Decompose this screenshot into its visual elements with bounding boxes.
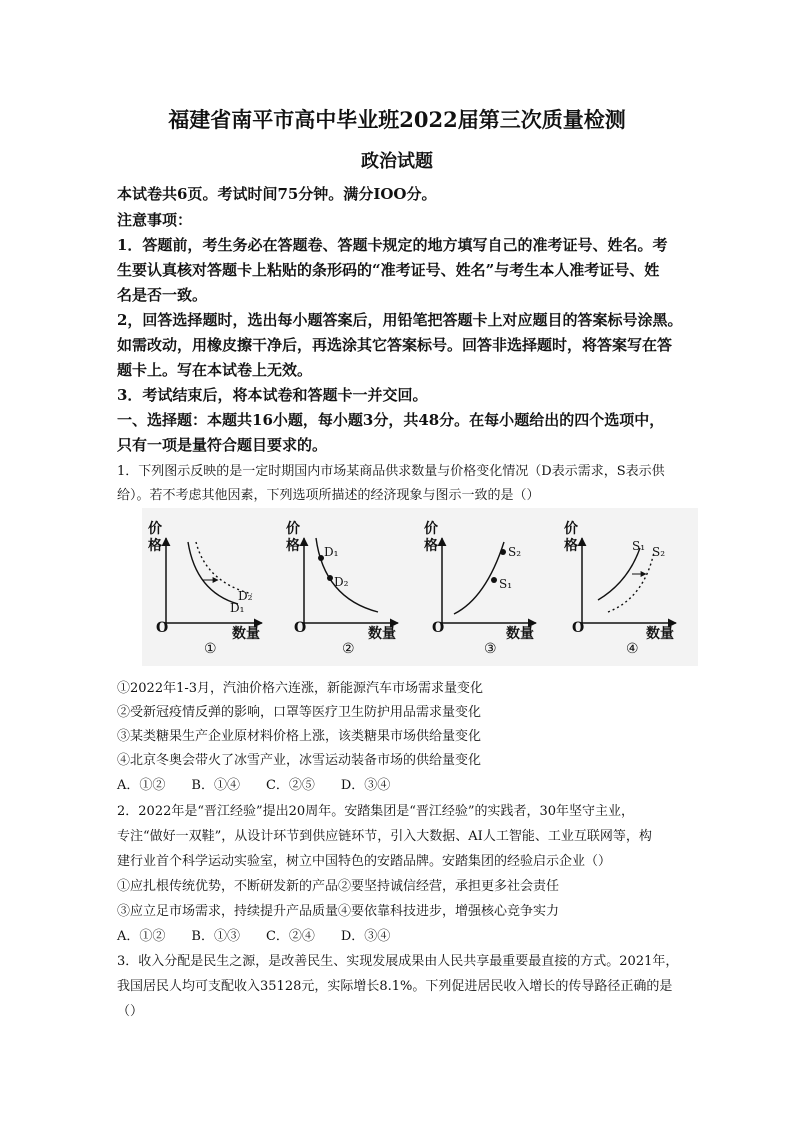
q1-option-2: ②受新冠疫情反弹的影响，口罩等医疗卫生防护用品需求量变化 — [117, 705, 482, 720]
graph-3-origin: O — [432, 620, 445, 636]
graph-4-curve-label-1: S₁ — [632, 539, 646, 553]
graph-3-ylabel-bottom: 格 — [424, 538, 438, 554]
notice-2-line-3: 题卡上。写在本试卷上无效。 — [117, 361, 313, 379]
section-heading-line-1: 一、选择题：本题共16小题，每小题3分，共48分。在每小题给出的四个选项中， — [117, 411, 665, 429]
graph-3-point-label-2: S₁ — [499, 577, 513, 591]
graph-4-curve-label-2: S₂ — [652, 545, 666, 559]
q1-choices: A．①② B．①④ C．②⑤ D．③④ — [117, 778, 391, 793]
q1-graphs-figure — [142, 508, 698, 666]
q1-option-1: ①2022年1-3月，汽油价格六连涨，新能源汽车市场需求量变化 — [117, 681, 484, 696]
q1-option-3: ③某类糖果生产企业原材料价格上涨，该类糖果市场供给量变化 — [117, 729, 482, 744]
graph-2 — [286, 520, 398, 657]
q3-stem-line-2: 我国居民人均可支配收入35128元，实际增长8.1%。下列促进居民收入增长的传导路径正确的是 — [117, 979, 673, 994]
exam-title: 福建省南平市高中毕业班2022届第三次质量检测 — [168, 107, 626, 132]
graph-2-ylabel-top: 价 — [286, 521, 300, 537]
graph-1-ylabel-bottom: 格 — [148, 538, 162, 554]
exam-subtitle: 政治试题 — [361, 151, 433, 172]
q2-options-line-2: ③应立足市场需求，持续提升产品质量④要依靠科技进步，增强核心竞争实力 — [117, 904, 560, 919]
q1-stem-line-2: 给）。若不考虑其他因素，下列选项所描述的经济现象与图示一致的是（） — [117, 488, 540, 503]
notice-2-line-1: 2，回答选择题时，选出每小题答案后，用铅笔把答题卡上对应题目的答案标号涂黑。 — [117, 311, 683, 329]
graph-2-xlabel: 数量 — [368, 626, 396, 642]
graph-1 — [148, 520, 262, 657]
exam-info: 本试卷共6页。考试时间75分钟。满分IOO分。 — [117, 185, 437, 203]
graph-2-ylabel-bottom: 格 — [286, 538, 300, 554]
graph-4 — [564, 520, 676, 657]
graph-2-point-label-2: D₂ — [334, 575, 349, 589]
graph-1-number: ① — [204, 641, 217, 657]
graph-1-xlabel: 数量 — [232, 626, 260, 642]
graph-2-point-label-1: D₁ — [324, 545, 339, 559]
q2-options-line-1: ①应扎根传统优势，不断研发新的产品②要坚持诚信经营，承担更多社会责任 — [117, 879, 560, 894]
notice-1-line-2: 生要认真核对答题卡上粘贴的条形码的“准考证号、姓名”与考生本人准考证号、姓 — [117, 261, 660, 279]
q3-stem-line-1: 3．收入分配是民生之源，是改善民生、实现发展成果由人民共享最重要最直接的方式。2021年， — [117, 954, 679, 969]
notice-1-line-1: 1．答题前，考生务必在答题卷、答题卡规定的地方填写自己的准考证号、姓名。考 — [117, 236, 668, 254]
q2-stem-line-3: 建行业首个科学运动实验室，树立中国特色的安踏品牌。安踏集团的经验启示企业（） — [117, 854, 612, 869]
graph-4-ylabel-top: 价 — [564, 521, 578, 537]
notice-1-line-3: 名是否一致。 — [117, 286, 208, 304]
section-heading-line-2: 只有一项是量符合题目要求的。 — [117, 436, 328, 454]
notice-heading: 注意事项： — [117, 211, 193, 229]
q2-stem-line-1: 2．2022年是“晋江经验”提出20周年。安踏集团是“晋江经验”的实践者，30年坚守主业， — [117, 804, 635, 819]
graph-4-xlabel: 数量 — [646, 626, 674, 642]
q2-choices: A．①② B．①③ C．②④ D．③④ — [117, 929, 391, 944]
graph-4-origin: O — [572, 620, 585, 636]
notice-2-line-2: 如需改动，用橡皮擦干净后，再选涂其它答案标号。回答非选择题时，将答案写在答 — [117, 336, 673, 354]
graph-3-number: ③ — [484, 641, 497, 657]
graph-3-ylabel-top: 价 — [424, 521, 438, 537]
graph-1-curve-label-1: D₂ — [238, 589, 253, 603]
graph-3-point-label-1: S₂ — [508, 545, 522, 559]
graph-3-xlabel: 数量 — [506, 626, 534, 642]
graph-2-number: ② — [342, 641, 355, 657]
graph-4-number: ④ — [626, 641, 639, 657]
q2-stem-line-2: 专注“做好一双鞋”，从设计环节到供应链环节，引入大数据、AI人工智能、工业互联网等，构 — [117, 829, 652, 844]
q1-stem-line-1: 1．下列图示反映的是一定时期国内市场某商品供求数量与价格变化情况（D表示需求，S表示供 — [117, 464, 665, 479]
q1-option-4: ④北京冬奥会带火了冰雪产业，冰雪运动装备市场的供给量变化 — [117, 753, 482, 768]
q3-stem-line-3: （） — [117, 1004, 144, 1019]
graph-1-ylabel-top: 价 — [148, 521, 162, 537]
graph-1-origin: O — [156, 620, 169, 636]
graph-3 — [424, 520, 536, 657]
notice-3: 3．考试结束后，将本试卷和答题卡一并交回。 — [117, 386, 428, 404]
graph-1-curve-label-2: D₁ — [230, 601, 245, 615]
graph-4-ylabel-bottom: 格 — [564, 538, 578, 554]
graph-2-origin: O — [294, 620, 307, 636]
